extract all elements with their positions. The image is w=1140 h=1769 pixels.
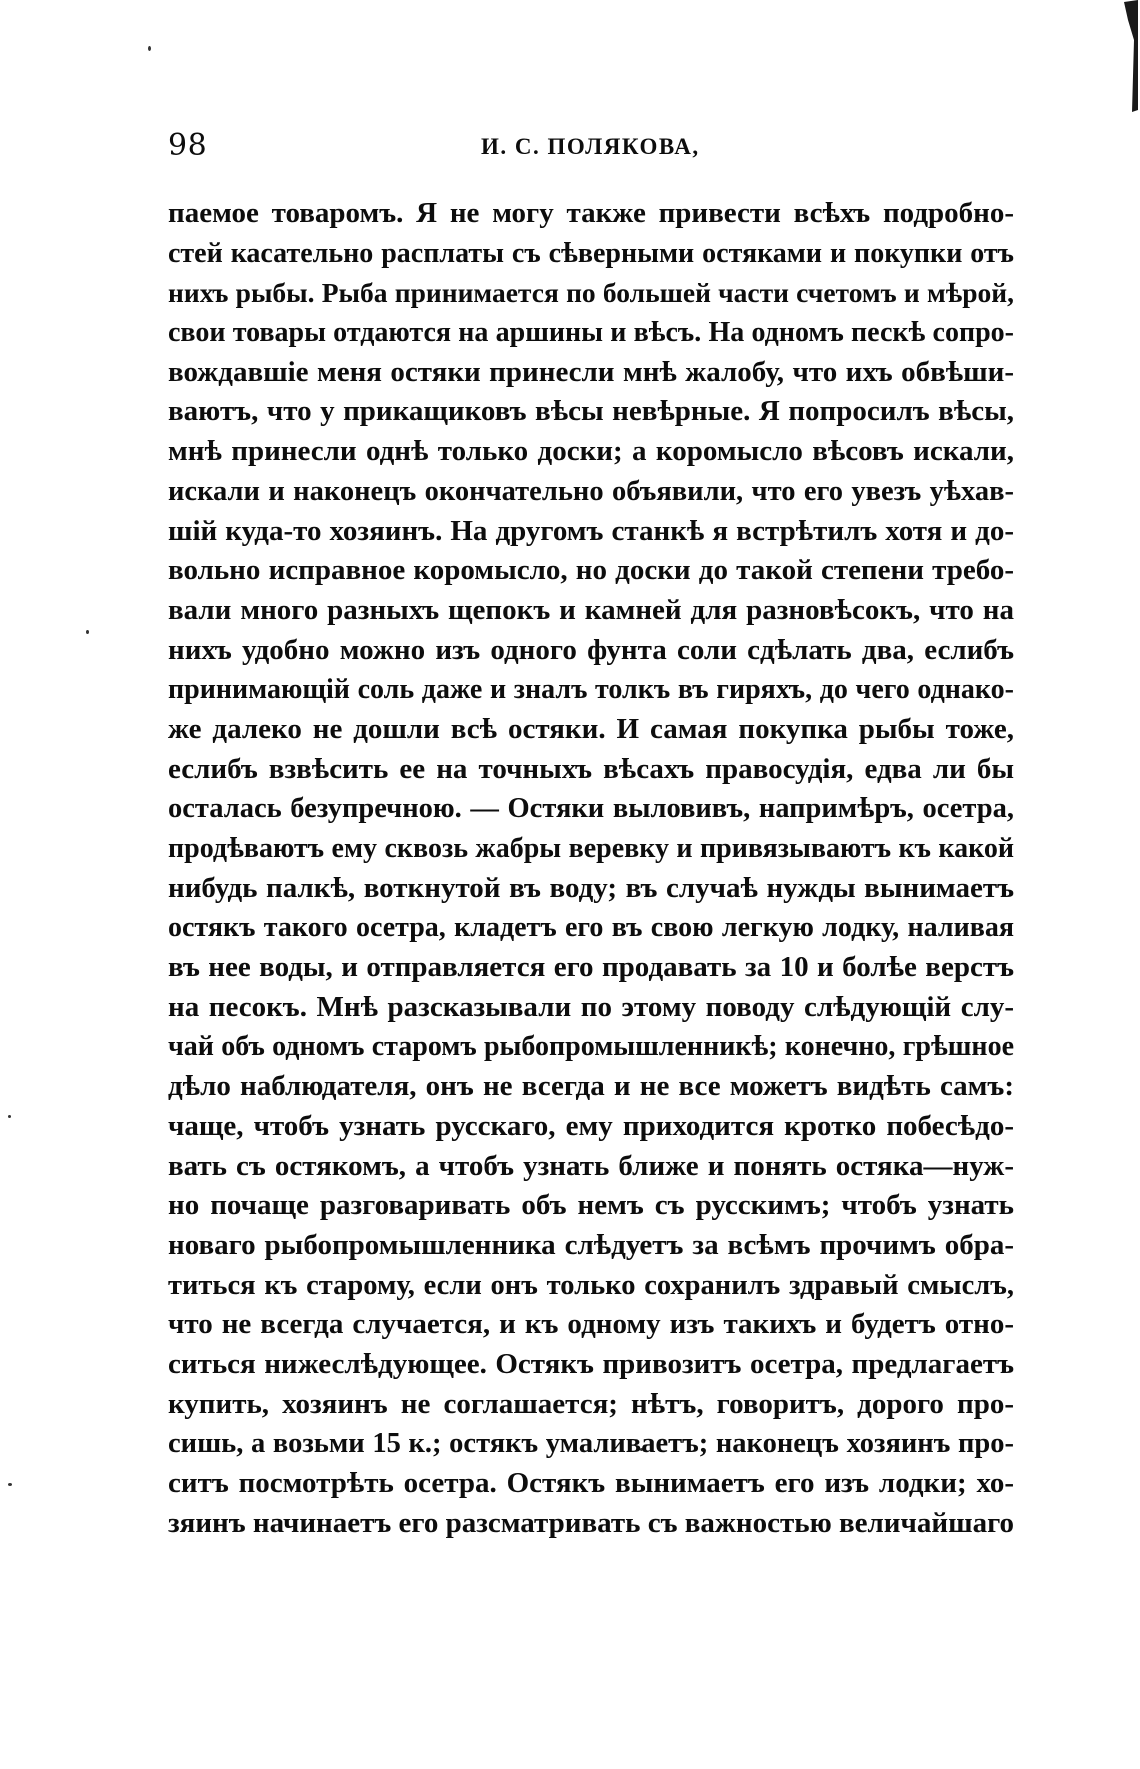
text-line: чаще, чтобъ узнать русскаго, ему приходится кротко побесѣдо- [168,1109,1014,1142]
body-text [168,194,1014,1543]
text-line: вольно исправное коромысло, но доски до такой степени требо- [168,554,1014,587]
text-line: нибудь палкѣ, воткнутой въ воду; въ случаѣ нужды вынимаетъ [168,871,1014,904]
text-line: нихъ удобно можно изъ одного фунта соли сдѣлать два, еслибъ [168,633,1014,666]
text-line: мнѣ принесли однѣ только доски; а коромысло вѣсовъ искали, [168,435,1014,468]
text-line: стей касательно расплаты съ сѣверными остяками и покупки отъ [168,237,1014,269]
text-line: осталась безупречною. — Остяки выловивъ, напримѣръ, осетра, [168,793,1014,825]
scan-speck [86,630,89,634]
text-line: вождавшіе меня остяки принесли мнѣ жалобу, что ихъ обвѣши- [168,355,1014,388]
text-line: шій куда-то хозяинъ. На другомъ станкѣ я встрѣтилъ хотя и до- [168,514,1014,547]
running-head-title: И. С. ПОЛЯКОВА, [481,134,700,159]
text-line: принимающій соль даже и зналъ толкъ въ гиряхъ, до чего однако- [168,674,1014,706]
running-head [168,128,1014,168]
scan-speck [148,46,151,51]
text-line: титься къ старому, если онъ только сохранилъ здравый смыслъ, [168,1269,1014,1301]
text-line: на песокъ. Мнѣ разсказывали по этому поводу слѣдующій слу- [168,990,1014,1023]
text-line: новаго рыбопромышленника слѣдуетъ за всѣмъ прочимъ обра- [168,1228,1014,1261]
text-line: еслибъ взвѣсить ее на точныхъ вѣсахъ правосудія, едва ли бы [168,752,1014,785]
binding-shadow-icon [1118,0,1140,120]
scan-speck [8,1115,11,1118]
text-line: но почаще разговаривать объ немъ съ русскимъ; чтобъ узнать [168,1189,1014,1222]
page-number: 98 [168,128,208,163]
scan-speck [8,1483,12,1486]
text-line: вали много разныхъ щепокъ и камней для разновѣсокъ, что на [168,593,1014,626]
page-edge-mark [1118,0,1140,120]
text-line: нихъ рыбы. Рыба принимается по большей части счетомъ и мѣрой, [168,277,1014,309]
text-line: зяинъ начинаетъ его разсматривать съ важностью величайшаго [168,1506,1014,1539]
text-line: ваютъ, что у прикащиковъ вѣсы невѣрные. Я попросилъ вѣсы, [168,395,1014,428]
text-line: купить, хозяинъ не соглашается; нѣтъ, говоритъ, дорого про- [168,1387,1014,1420]
text-line: ситься нижеслѣдующее. Остякъ привозитъ осетра, предлагаетъ [168,1347,1014,1380]
text-line: дѣло наблюдателя, онъ не всегда и не все можетъ видѣть самъ: [168,1070,1014,1103]
text-line: свои товары отдаются на аршины и вѣсъ. На одномъ пескѣ сопро- [168,317,1014,349]
text-line: что не всегда случается, и къ одному изъ такихъ и будетъ отно- [168,1308,1014,1341]
text-line: остякъ такого осетра, кладетъ его въ свою легкую лодку, наливая [168,912,1014,944]
text-line: продѣваютъ ему сквозь жабры веревку и привязываютъ къ какой [168,833,1014,864]
text-line: сишь, а возьми 15 к.; остякъ умаливаетъ; наконецъ хозяинъ про- [168,1428,1014,1460]
text-line: ситъ посмотрѣть осетра. Остякъ вынимаетъ его изъ лодки; хо- [168,1467,1014,1499]
text-line: вать съ остякомъ, а чтобъ узнать ближе и понять остяка—нуж- [168,1149,1014,1182]
text-line: искали и наконецъ окончательно объявили, что его увезъ уѣхав- [168,475,1014,507]
text-line: паемое товаромъ. Я не могу также привести всѣхъ подробно- [168,197,1014,229]
text-line: чай объ одномъ старомъ рыбопромышленникѣ; конечно, грѣшное [168,1031,1014,1063]
text-line: въ нее воды, и отправляется его продавать за 10 и болѣе верстъ [168,951,1014,984]
text-line: же далеко не дошли всѣ остяки. И самая покупка рыбы тоже, [168,712,1014,745]
